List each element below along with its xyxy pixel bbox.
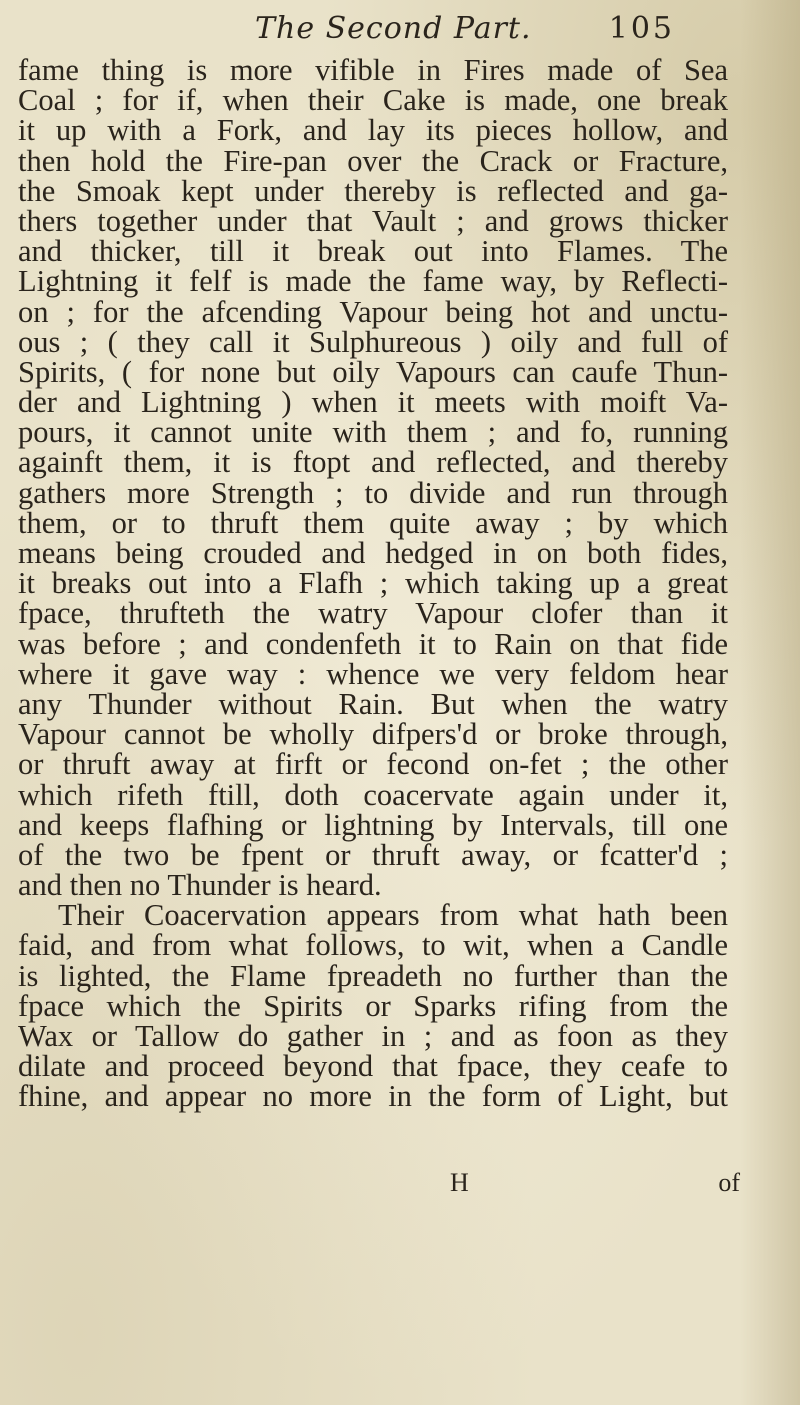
- text-line: or thruft away at firft or fecond on-fet ; the other: [18, 747, 728, 782]
- text-line: which rifeth ftill, doth coacervate again under it,: [18, 777, 728, 812]
- text-line: them, or to thruft them quite away ; by which: [18, 505, 728, 540]
- text-line: thers together under that Vault ; and grows thicker: [18, 203, 728, 238]
- text-line: Lightning it felf is made the fame way, by Reflecti-: [18, 264, 728, 299]
- text-line: where it gave way : whence we very feldom hear: [18, 656, 728, 691]
- text-line: Coal ; for if, when their Cake is made, one break: [18, 83, 728, 118]
- running-head: [255, 6, 675, 52]
- text-line: any Thunder without Rain. But when the watry: [18, 686, 728, 721]
- text-line: Spirits, ( for none but oily Vapours can caufe Thun-: [18, 354, 728, 389]
- text-line: fame thing is more vifible in Fires made of Sea: [18, 53, 728, 87]
- text-line: it up with a Fork, and lay its pieces hollow, and: [18, 113, 728, 148]
- text-line: and thicker, till it break out into Flames. The: [18, 234, 728, 269]
- text-line: fpace, thrufteth the watry Vapour clofer than it: [18, 596, 728, 631]
- running-head-title: The Second Part.: [255, 11, 532, 46]
- text-line: of the two be fpent or thruft away, or fcatter'd ;: [18, 837, 728, 872]
- page-edge-shadow: [740, 0, 800, 1405]
- catchword: of: [718, 1168, 740, 1197]
- page-footer: [40, 1168, 740, 1204]
- text-line: der and Lightning ) when it meets with moift Va-: [18, 385, 728, 420]
- text-line: is lighted, the Flame fpreadeth no further than the: [18, 958, 728, 993]
- text-line: Their Coacervation appears from what hath been: [58, 898, 728, 933]
- text-line: was before ; and condenfeth it to Rain on that fide: [18, 626, 728, 661]
- text-line: then hold the Fire-pan over the Crack or Fracture,: [18, 143, 728, 178]
- text-line: Wax or Tallow do gather in ; and as foon as they: [18, 1019, 728, 1053]
- text-line: gathers more Strength ; to divide and run through: [18, 475, 728, 510]
- text-line: faid, and from what follows, to wit, when a Candle: [18, 928, 728, 963]
- text-line: ous ; ( they call it Sulphureous ) oily and full of: [18, 324, 728, 359]
- text-line: fhine, and appear no more in the form of Light, but: [18, 1079, 728, 1114]
- text-line: and then no Thunder is heard.: [18, 868, 382, 903]
- text-line: dilate and proceed beyond that fpace, they ceafe to: [18, 1049, 728, 1084]
- text-line: and keeps flafhing or lightning by Intervals, till one: [18, 807, 728, 842]
- page-number: 105: [608, 11, 675, 46]
- text-line: fpace which the Spirits or Sparks rifing from the: [18, 988, 728, 1023]
- text-line: the Smoak kept under thereby is reflected and ga-: [18, 173, 728, 208]
- signature-mark: H: [450, 1168, 469, 1197]
- text-line: on ; for the afcending Vapour being hot and unctu-: [18, 294, 728, 329]
- text-line: Vapour cannot be wholly difpers'd or broke through,: [18, 717, 728, 752]
- body-text: [18, 55, 728, 1112]
- text-line: means being crouded and hedged in on both fides,: [18, 536, 728, 570]
- text-line: againft them, it is ftopt and reflected, and thereby: [18, 445, 728, 480]
- text-line: pours, it cannot unite with them ; and fo, running: [18, 415, 728, 450]
- text-line: it breaks out into a Flafh ; which taking up a great: [18, 566, 728, 601]
